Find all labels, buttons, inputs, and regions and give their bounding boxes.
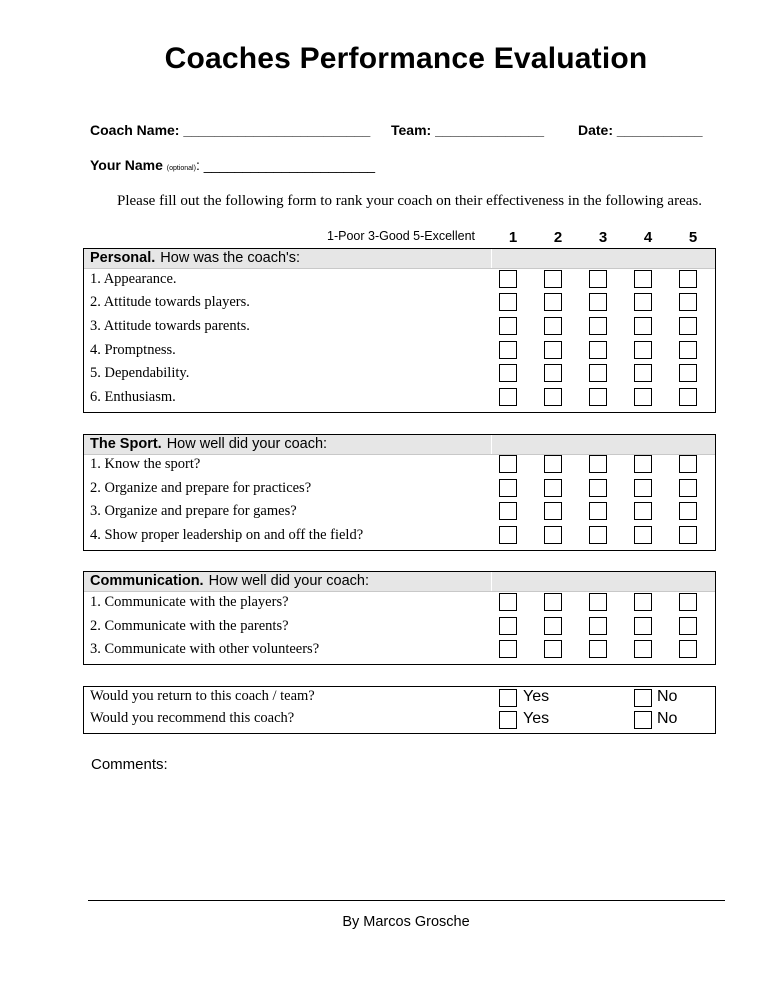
return-yes-checkbox[interactable]: [499, 689, 517, 707]
rating-checkbox-1[interactable]: [499, 293, 517, 311]
recommend-yes-label: Yes: [523, 710, 550, 727]
scale-number-2: 2: [553, 229, 563, 246]
rating-checkbox-4[interactable]: [634, 640, 652, 658]
recommend-no-checkbox[interactable]: [634, 711, 652, 729]
rating-checkbox-2[interactable]: [544, 502, 562, 520]
rating-checkbox-1[interactable]: [499, 341, 517, 359]
rating-checkbox-3[interactable]: [589, 526, 607, 544]
section-communication: [83, 571, 716, 665]
question-recommend: Would you recommend this coach?: [90, 710, 295, 726]
rating-checkbox-3[interactable]: [589, 388, 607, 406]
rating-item-label: 3. Attitude towards parents.: [90, 318, 250, 334]
section-title: Communication.: [90, 573, 204, 589]
footer-divider: [88, 900, 725, 901]
rating-checkbox-1[interactable]: [499, 270, 517, 288]
rating-checkbox-1[interactable]: [499, 479, 517, 497]
rating-checkbox-5[interactable]: [679, 455, 697, 473]
section-header: [84, 572, 715, 592]
rating-checkbox-1[interactable]: [499, 526, 517, 544]
header-divider: [491, 572, 492, 591]
rating-checkbox-3[interactable]: [589, 502, 607, 520]
rating-checkbox-4[interactable]: [634, 617, 652, 635]
rating-checkbox-3[interactable]: [589, 479, 607, 497]
intro-text: Please fill out the following form to rank your coach on their effectiveness in the following areas.: [117, 193, 702, 209]
rating-checkbox-4[interactable]: [634, 293, 652, 311]
rating-checkbox-3[interactable]: [589, 293, 607, 311]
rating-item-label: 2. Organize and prepare for practices?: [90, 480, 312, 496]
scale-number-1: 1: [508, 229, 518, 246]
rating-row: [84, 387, 715, 411]
rating-checkbox-5[interactable]: [679, 526, 697, 544]
rating-checkbox-2[interactable]: [544, 317, 562, 335]
rating-item-label: 6. Enthusiasm.: [90, 389, 176, 405]
rating-checkbox-3[interactable]: [589, 317, 607, 335]
rating-checkbox-2[interactable]: [544, 364, 562, 382]
rating-item-label: 5. Dependability.: [90, 365, 190, 381]
rating-item-label: 1. Appearance.: [90, 271, 177, 287]
team-field[interactable]: Team: ______________: [391, 122, 545, 138]
rating-checkbox-4[interactable]: [634, 526, 652, 544]
rating-item-label: 1. Know the sport?: [90, 456, 201, 472]
section-prompt: How well did your coach:: [166, 436, 328, 452]
section-heading: [90, 436, 327, 452]
rating-checkbox-2[interactable]: [544, 341, 562, 359]
rating-row: [84, 525, 715, 549]
rating-row: [84, 292, 715, 316]
rating-checkbox-5[interactable]: [679, 317, 697, 335]
rating-item-label: 4. Promptness.: [90, 342, 176, 358]
rating-checkbox-1[interactable]: [499, 617, 517, 635]
rating-checkbox-1[interactable]: [499, 455, 517, 473]
scale-number-5: 5: [688, 229, 698, 246]
rating-checkbox-2[interactable]: [544, 479, 562, 497]
section-prompt: How was the coach's:: [160, 250, 301, 266]
section-title: Personal.: [90, 250, 156, 266]
rating-checkbox-2[interactable]: [544, 617, 562, 635]
header-divider: [491, 249, 492, 268]
rating-checkbox-2[interactable]: [544, 593, 562, 611]
rating-row: [84, 592, 715, 616]
coach-name-field[interactable]: Coach Name: ________________________: [90, 122, 371, 138]
rating-checkbox-4[interactable]: [634, 388, 652, 406]
rating-checkbox-4[interactable]: [634, 341, 652, 359]
date-field[interactable]: Date: ___________: [578, 122, 703, 138]
rating-item-label: 1. Communicate with the players?: [90, 594, 289, 610]
rating-checkbox-5[interactable]: [679, 270, 697, 288]
rating-row: [84, 478, 715, 502]
question-return: Would you return to this coach / team?: [90, 688, 315, 704]
rating-checkbox-4[interactable]: [634, 364, 652, 382]
rating-item-label: 2. Communicate with the parents?: [90, 618, 289, 634]
rating-checkbox-2[interactable]: [544, 293, 562, 311]
rating-checkbox-1[interactable]: [499, 593, 517, 611]
rating-row: [84, 316, 715, 340]
section-heading: [90, 573, 369, 589]
header-divider: [491, 435, 492, 454]
comments-label: Comments:: [91, 756, 168, 773]
section-title: The Sport.: [90, 436, 162, 452]
rating-checkbox-2[interactable]: [544, 640, 562, 658]
rating-item-label: 4. Show proper leadership on and off the field?: [90, 527, 364, 543]
rating-checkbox-5[interactable]: [679, 479, 697, 497]
rating-checkbox-1[interactable]: [499, 364, 517, 382]
rating-checkbox-3[interactable]: [589, 593, 607, 611]
rating-checkbox-5[interactable]: [679, 293, 697, 311]
scale-number-3: 3: [598, 229, 608, 246]
recommend-no-label: No: [657, 710, 678, 727]
rating-checkbox-1[interactable]: [499, 502, 517, 520]
rating-row: [84, 340, 715, 364]
rating-item-label: 3. Organize and prepare for games?: [90, 503, 297, 519]
your-name-label: Your Name: [90, 157, 163, 173]
return-no-label: No: [657, 688, 678, 705]
rating-row: [84, 363, 715, 387]
follow-up-questions: [83, 686, 716, 734]
rating-checkbox-4[interactable]: [634, 502, 652, 520]
rating-item-label: 3. Communicate with other volunteers?: [90, 641, 320, 657]
rating-checkbox-5[interactable]: [679, 502, 697, 520]
your-name-field[interactable]: [90, 157, 375, 173]
rating-row: [84, 454, 715, 478]
footer-author: By Marcos Grosche: [342, 914, 470, 930]
rating-item-label: 2. Attitude towards players.: [90, 294, 250, 310]
rating-checkbox-1[interactable]: [499, 388, 517, 406]
rating-checkbox-5[interactable]: [679, 617, 697, 635]
rating-checkbox-5[interactable]: [679, 364, 697, 382]
rating-checkbox-2[interactable]: [544, 388, 562, 406]
section-personal: [83, 248, 716, 413]
rating-checkbox-2[interactable]: [544, 270, 562, 288]
section-header: [84, 249, 715, 269]
rating-row: [84, 501, 715, 525]
rating-checkbox-4[interactable]: [634, 455, 652, 473]
section-header: [84, 435, 715, 455]
rating-checkbox-5[interactable]: [679, 593, 697, 611]
rating-row: [84, 269, 715, 293]
rating-checkbox-4[interactable]: [634, 479, 652, 497]
your-name-line: : ______________________: [195, 157, 376, 173]
scale-number-4: 4: [643, 229, 653, 246]
rating-scale-legend: 1-Poor 3-Good 5-Excellent: [327, 229, 475, 243]
section-prompt: How well did your coach:: [208, 573, 369, 589]
rating-checkbox-2[interactable]: [544, 455, 562, 473]
rating-checkbox-3[interactable]: [589, 455, 607, 473]
rating-row: [84, 639, 715, 663]
return-no-checkbox[interactable]: [634, 689, 652, 707]
rating-checkbox-3[interactable]: [589, 364, 607, 382]
rating-checkbox-3[interactable]: [589, 270, 607, 288]
rating-checkbox-2[interactable]: [544, 526, 562, 544]
return-yes-label: Yes: [523, 688, 550, 705]
section-sport: [83, 434, 716, 551]
rating-checkbox-1[interactable]: [499, 640, 517, 658]
rating-checkbox-4[interactable]: [634, 270, 652, 288]
optional-note: (optional): [166, 165, 196, 172]
rating-checkbox-5[interactable]: [679, 640, 697, 658]
rating-checkbox-5[interactable]: [679, 341, 697, 359]
rating-checkbox-4[interactable]: [634, 317, 652, 335]
rating-checkbox-3[interactable]: [589, 617, 607, 635]
rating-checkbox-1[interactable]: [499, 317, 517, 335]
rating-row: [84, 616, 715, 640]
rating-checkbox-5[interactable]: [679, 388, 697, 406]
page-title: Coaches Performance Evaluation: [164, 42, 648, 75]
section-heading: [90, 250, 300, 266]
rating-checkbox-4[interactable]: [634, 593, 652, 611]
rating-checkbox-3[interactable]: [589, 341, 607, 359]
recommend-yes-checkbox[interactable]: [499, 711, 517, 729]
rating-checkbox-3[interactable]: [589, 640, 607, 658]
